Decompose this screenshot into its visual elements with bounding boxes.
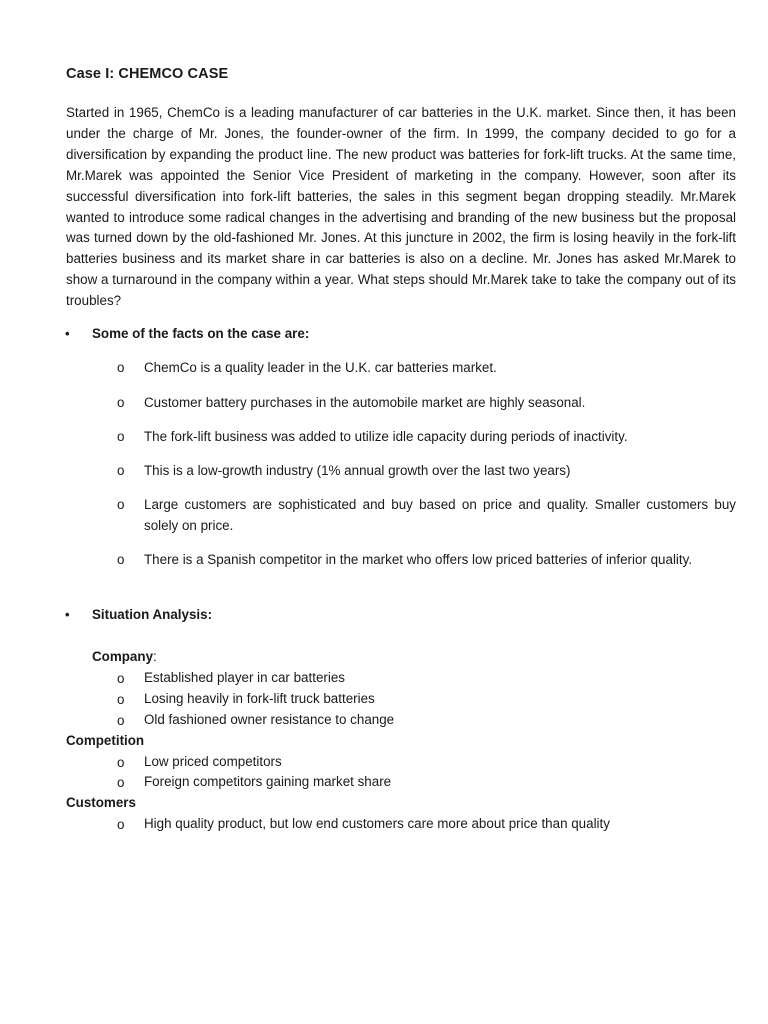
intro-paragraph [66,103,736,312]
fact-item: ChemCo is a quality leader in the U.K. car batteries market. [144,360,497,375]
company-label-row [92,649,157,664]
sub-bullet-icon: o [117,360,125,375]
fact-item: This is a low-growth industry (1% annual growth over the last two years) [144,463,571,478]
intro-line: dropping steadily. Mr.Marek wanted to introduce some radical changes in the advertising and branding [66,188,736,225]
company-item: Losing heavily in fork-lift truck batteries [144,691,375,706]
sub-bullet-icon: o [117,671,125,686]
sub-bullet-icon: o [117,463,125,478]
intro-line: of the new business but the proposal was turned down by the old-fashioned Mr. Jones. [66,209,736,246]
sub-bullet-icon: o [117,817,125,832]
competition-item: Foreign competitors gaining market share [144,774,392,789]
situation-heading: Situation Analysis: [92,607,213,622]
intro-line: in car batteries is also on a decline. Mr. Jones has asked Mr.Marek to show a turnaround in the company [66,251,736,288]
sub-bullet-icon: o [117,692,125,707]
competition-item: Low priced competitors [144,754,282,769]
sub-bullet-icon: o [117,713,125,728]
sub-bullet-icon: o [117,395,125,410]
sub-bullet-icon: o [117,775,125,790]
sub-bullet-icon: o [117,497,125,512]
fact-item: Customer battery purchases in the automobile market are highly seasonal. [144,395,586,410]
customers-label: Customers [66,795,136,810]
company-colon: : [153,649,157,664]
intro-line: the same time, Mr.Marek was appointed the Senior Vice President of marketing in the company. [66,146,736,183]
intro-line: for a diversification by expanding the product line. The new product was batteries for fork-lift trucks. At [66,125,737,162]
customers-item: High quality product, but low end customers care more about price than quality [144,816,610,831]
fact-item: Large customers are sophisticated and buy based on price and quality. Smaller customers buy solely on price. [144,497,736,533]
intro-line: At this juncture in 2002, the firm is losing heavily in the fork-lift batteries business and its market share [66,230,736,267]
facts-heading: Some of the facts on the case are: [92,326,310,341]
competition-label: Competition [66,733,145,748]
sub-bullet-icon: o [117,755,125,770]
fact-item: There is a Spanish competitor in the market who offers low priced batteries of inferior quality. [144,552,693,567]
fact-item: The fork-lift business was added to utilize idle capacity during periods of inactivity. [144,429,628,444]
bullet-icon: • [65,326,70,341]
intro-line: Started in 1965, ChemCo is a leading manufacturer of car batteries in the U.K. market. Since then, it has [66,105,707,120]
intro-line: been under the charge of Mr. Jones, the founder-owner of the firm. In 1999, the company decided to go [66,105,736,141]
intro-line: However, soon after its successful diversification into fork-lift batteries, the sales in this segment began [66,167,737,204]
sub-bullet-icon: o [117,429,125,444]
bullet-icon: • [65,607,70,622]
intro-line: within a year. What steps should Mr.Marek take to take the company out of its troubles? [66,272,736,309]
company-item: Old fashioned owner resistance to change [144,712,395,727]
sub-bullet-icon: o [117,552,125,567]
company-label: Company [92,649,154,664]
document-title: Case I: CHEMCO CASE [66,66,229,82]
company-item: Established player in car batteries [144,670,345,685]
